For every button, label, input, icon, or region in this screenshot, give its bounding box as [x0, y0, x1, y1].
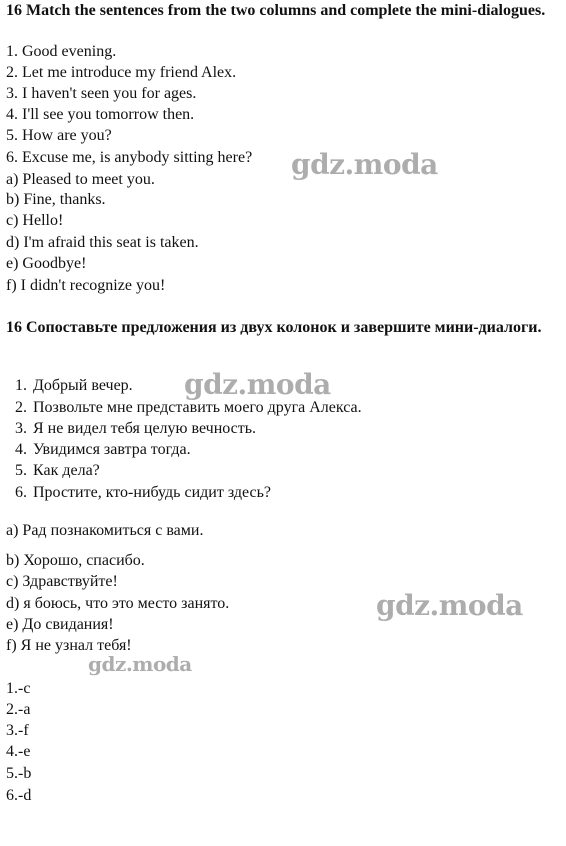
- sentence-ru-2: [6, 398, 362, 418]
- sentence-ru-number: 5.: [15, 462, 27, 479]
- sentence-ru-5: [6, 461, 100, 481]
- watermark: gdz.moda: [376, 589, 523, 622]
- sentence-ru-6: [6, 483, 271, 503]
- answer-2: 2.-a: [6, 701, 31, 718]
- sentence-ru-text: Простите, кто-нибудь сидит здесь?: [33, 484, 271, 501]
- response-ru-e: e) До свидания!: [6, 616, 114, 633]
- sentence-ru-1: [6, 376, 133, 396]
- watermark: gdz.moda: [88, 652, 192, 676]
- sentence-en-5: 5. How are you?: [6, 127, 112, 144]
- sentence-ru-3: [6, 419, 256, 439]
- watermark: gdz.moda: [291, 148, 438, 181]
- response-en-f: f) I didn't recognize you!: [6, 277, 166, 294]
- answer-5: 5.-b: [6, 765, 32, 782]
- response-ru-b: b) Хорошо, спасибо.: [6, 552, 145, 569]
- sentence-ru-number: 1.: [15, 377, 27, 394]
- answer-3: 3.-f: [6, 722, 29, 739]
- response-en-a: a) Pleased to meet you.: [6, 171, 155, 188]
- task-heading-ru: 16 Сопоставьте предложения из двух колонок и завершите мини-диалоги.: [6, 319, 542, 336]
- sentence-en-6: 6. Excuse me, is anybody sitting here?: [6, 149, 253, 166]
- sentence-en-2: 2. Let me introduce my friend Alex.: [6, 64, 237, 81]
- answer-6: 6.-d: [6, 787, 32, 804]
- answer-4: 4.-e: [6, 743, 31, 760]
- response-en-d: d) I'm afraid this seat is taken.: [6, 234, 199, 251]
- task-heading-en: 16 Match the sentences from the two columns and complete the mini-dialogues.: [6, 2, 546, 19]
- sentence-ru-number: 4.: [15, 441, 27, 458]
- sentence-ru-text: Увидимся завтра тогда.: [33, 441, 191, 458]
- sentence-en-4: 4. I'll see you tomorrow then.: [6, 106, 195, 123]
- sentence-en-3: 3. I haven't seen you for ages.: [6, 85, 197, 102]
- watermark: gdz.moda: [184, 368, 331, 401]
- response-ru-a: a) Рад познакомиться с вами.: [6, 522, 204, 539]
- sentence-ru-number: 2.: [15, 399, 27, 416]
- response-ru-f: f) Я не узнал тебя!: [6, 637, 132, 654]
- sentence-ru-number: 3.: [15, 420, 27, 437]
- sentence-ru-number: 6.: [15, 484, 27, 501]
- response-ru-c: c) Здравствуйте!: [6, 573, 118, 590]
- sentence-ru-4: [6, 440, 191, 460]
- response-en-c: c) Hello!: [6, 212, 64, 229]
- sentence-ru-text: Я не видел тебя целую вечность.: [33, 420, 257, 437]
- answer-1: 1.-c: [6, 680, 31, 697]
- sentence-ru-text: Позвольте мне представить моего друга Алекса.: [33, 399, 362, 416]
- response-ru-d: d) я боюсь, что это место занято.: [6, 595, 230, 612]
- sentence-en-1: 1. Good evening.: [6, 43, 117, 60]
- sentence-ru-text: Как дела?: [33, 462, 100, 479]
- response-en-e: e) Goodbye!: [6, 255, 87, 272]
- sentence-ru-text: Добрый вечер.: [33, 377, 133, 394]
- response-en-b: b) Fine, thanks.: [6, 191, 106, 208]
